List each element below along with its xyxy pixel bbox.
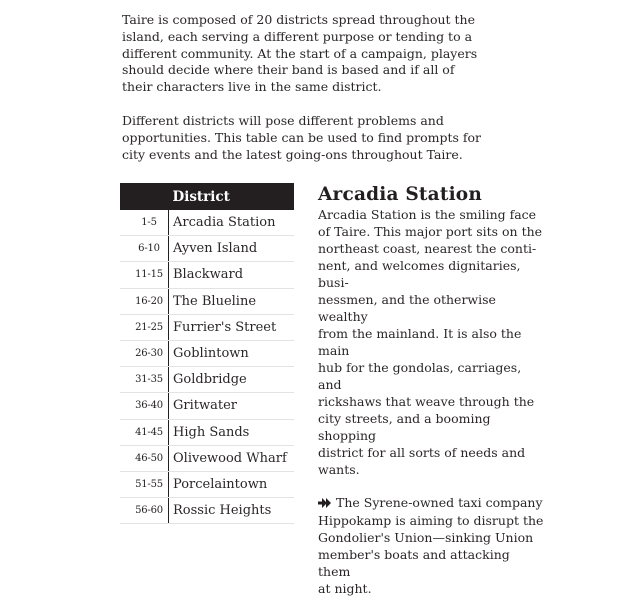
intro-line: Different districts will pose different problems and [122,112,444,128]
district-table [120,183,294,524]
table-row [120,340,294,366]
district-header: District [169,183,295,210]
roll-range: 26-30 [120,340,169,366]
table-row [120,288,294,314]
district-detail [318,184,548,597]
roll-range: 31-35 [120,367,169,393]
arrow-right-icon [318,495,333,512]
district-name: Goldbridge [169,367,295,393]
description-line: wants. [318,462,360,477]
roll-range: 56-60 [120,498,169,524]
district-name: Blackward [169,262,295,288]
description-line: northeast coast, nearest the conti- [318,241,537,256]
district-name: Gritwater [169,393,295,419]
event-line: member's boats and attacking them [318,547,510,579]
event-line: at night. [318,581,372,596]
roll-range: 21-25 [120,314,169,340]
table-row [120,393,294,419]
table-row [120,210,294,236]
table-row [120,367,294,393]
district-name: Porcelaintown [169,471,295,497]
description-line: hub for the gondolas, carriages, and [318,360,522,392]
district-name: Goblintown [169,340,295,366]
roll-range: 1-5 [120,210,169,236]
description-line: of Taire. This major port sits on the [318,224,543,239]
roll-range: 46-50 [120,445,169,471]
roll-range: 41-45 [120,419,169,445]
intro-line: island, each serving a different purpose or tending to a [122,28,473,44]
description-line: Arcadia Station is the smiling face [318,207,537,222]
district-name: Olivewood Wharf [169,445,295,471]
district-name: Furrier's Street [169,314,295,340]
description-line: district for all sorts of needs and [318,445,526,460]
roll-range: 36-40 [120,393,169,419]
district-name: The Blueline [169,288,295,314]
roll-range: 11-15 [120,262,169,288]
intro-line: opportunities. This table can be used to find prompts for [122,129,482,145]
district-title: Arcadia Station [318,184,482,205]
description-line: rickshaws that weave through the [318,394,535,409]
event-line: Hippokamp is aiming to disrupt the [318,513,544,528]
intro-line: different community. At the start of a campaign, players [122,45,478,61]
district-name: Ayven Island [169,236,295,262]
intro-paragraph-2 [122,113,522,163]
table-row [120,236,294,262]
intro-line: their characters live in the same district. [122,79,382,95]
table-row [120,262,294,288]
event-line: Gondolier's Union—sinking Union [318,530,534,545]
description-line: city streets, and a booming shopping [318,411,491,443]
roll-range: 16-20 [120,288,169,314]
event-line: The Syrene-owned taxi company [336,495,543,510]
intro-line: Taire is composed of 20 districts spread throughout the [122,12,476,27]
intro-line: should decide where their band is based and if all of [122,62,455,78]
table-row [120,314,294,340]
table-header-row [120,183,294,210]
district-name: High Sands [169,419,295,445]
district-name: Arcadia Station [169,210,295,236]
table-row [120,498,294,524]
table-row [120,445,294,471]
intro-text [122,12,522,180]
table-row [120,471,294,497]
district-name: Rossic Heights [169,498,295,524]
table-row [120,419,294,445]
description-line: nent, and welcomes dignitaries, busi- [318,258,521,290]
roll-range: 6-10 [120,236,169,262]
intro-paragraph-1 [122,12,522,96]
description-line: nessmen, and the otherwise wealthy [318,292,496,324]
intro-line: city events and the latest going-ons throughout Taire. [122,146,463,162]
district-description [318,206,546,478]
description-line: from the mainland. It is also the main [318,326,522,358]
roll-header [120,183,169,210]
district-event [318,494,546,597]
roll-range: 51-55 [120,471,169,497]
